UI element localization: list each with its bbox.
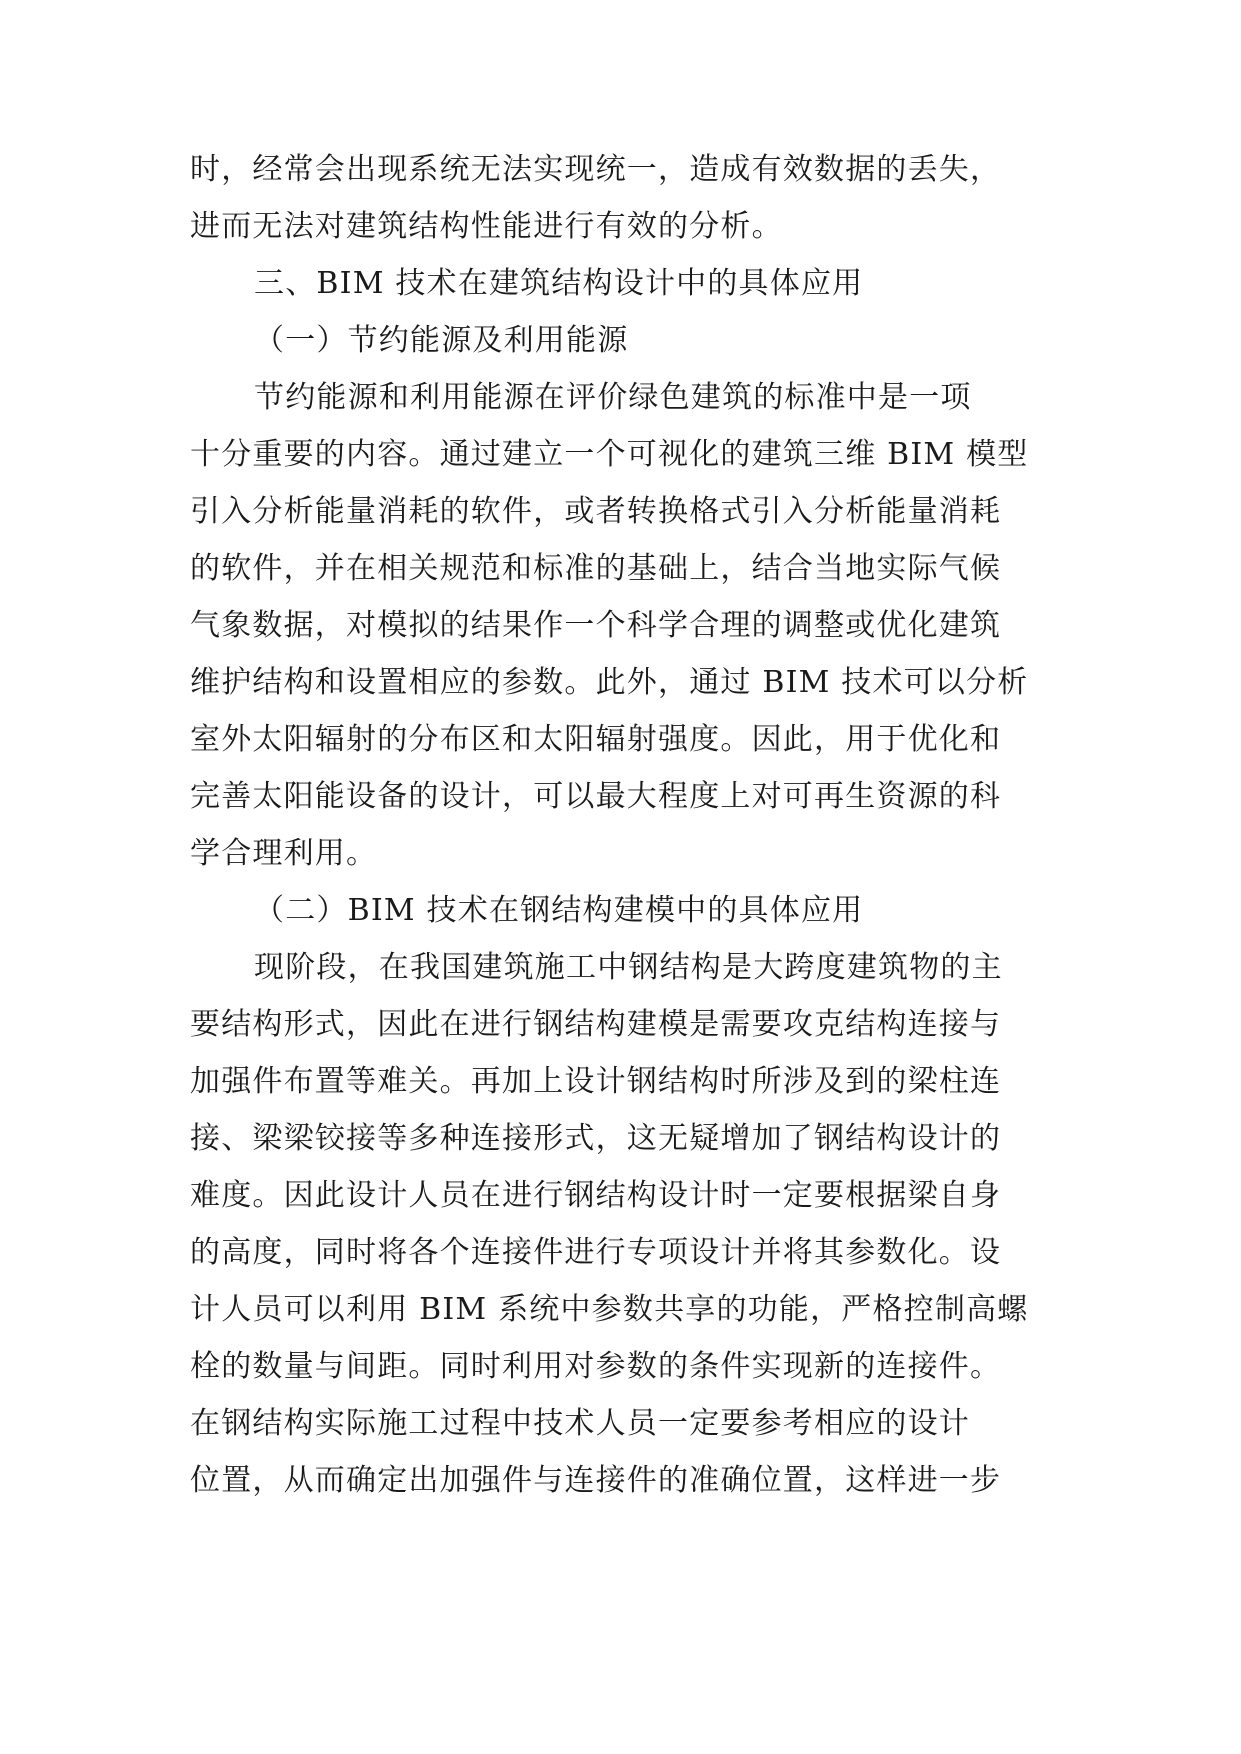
paragraph-line: 完善太阳能设备的设计，可以最大程度上对可再生资源的科 [190, 779, 1002, 814]
paragraph-line: 现阶段，在我国建筑施工中钢结构是大跨度建筑物的主 [254, 950, 1003, 985]
paragraph-line: 学合理利用。 [190, 836, 378, 871]
subsection-heading: （二）BIM 技术在钢结构建模中的具体应用 [254, 893, 864, 928]
paragraph-line: 进而无法对建筑结构性能进行有效的分析。 [190, 209, 783, 244]
paragraph-line: 时，经常会出现系统无法实现统一，造成有效数据的丢失， [190, 152, 1002, 187]
paragraph-line: 的高度，同时将各个连接件进行专项设计并将其参数化。设 [190, 1235, 1002, 1270]
paragraph-line: 在钢结构实际施工过程中技术人员一定要参考相应的设计 [190, 1406, 970, 1441]
paragraph-line: 十分重要的内容。通过建立一个可视化的建筑三维 BIM 模型 [190, 437, 1029, 472]
paragraph-line: 加强件布置等难关。再加上设计钢结构时所涉及到的梁柱连 [190, 1064, 1002, 1099]
paragraph-line: 接、梁梁铰接等多种连接形式，这无疑增加了钢结构设计的 [190, 1121, 1002, 1156]
paragraph-line: 室外太阳辐射的分布区和太阳辐射强度。因此，用于优化和 [190, 722, 1002, 757]
paragraph-line: 气象数据，对模拟的结果作一个科学合理的调整或优化建筑 [190, 608, 1002, 643]
paragraph-line: 节约能源和利用能源在评价绿色建筑的标准中是一项 [254, 380, 972, 415]
paragraph-line: 栓的数量与间距。同时利用对参数的条件实现新的连接件。 [190, 1349, 1002, 1384]
paragraph-line: 要结构形式，因此在进行钢结构建模是需要攻克结构连接与 [190, 1007, 1002, 1042]
paragraph-line: 维护结构和设置相应的参数。此外，通过 BIM 技术可以分析 [190, 665, 1029, 700]
subsection-heading: （一）节约能源及利用能源 [254, 323, 629, 358]
paragraph-line: 的软件，并在相关规范和标准的基础上，结合当地实际气候 [190, 551, 1002, 586]
paragraph-line: 引入分析能量消耗的软件，或者转换格式引入分析能量消耗 [190, 494, 1002, 529]
paragraph-line: 位置，从而确定出加强件与连接件的准确位置，这样进一步 [190, 1463, 1002, 1498]
paragraph-line: 难度。因此设计人员在进行钢结构设计时一定要根据梁自身 [190, 1178, 1002, 1213]
section-heading: 三、BIM 技术在建筑结构设计中的具体应用 [254, 266, 864, 301]
paragraph-line: 计人员可以利用 BIM 系统中参数共享的功能，严格控制高螺 [190, 1292, 1029, 1327]
